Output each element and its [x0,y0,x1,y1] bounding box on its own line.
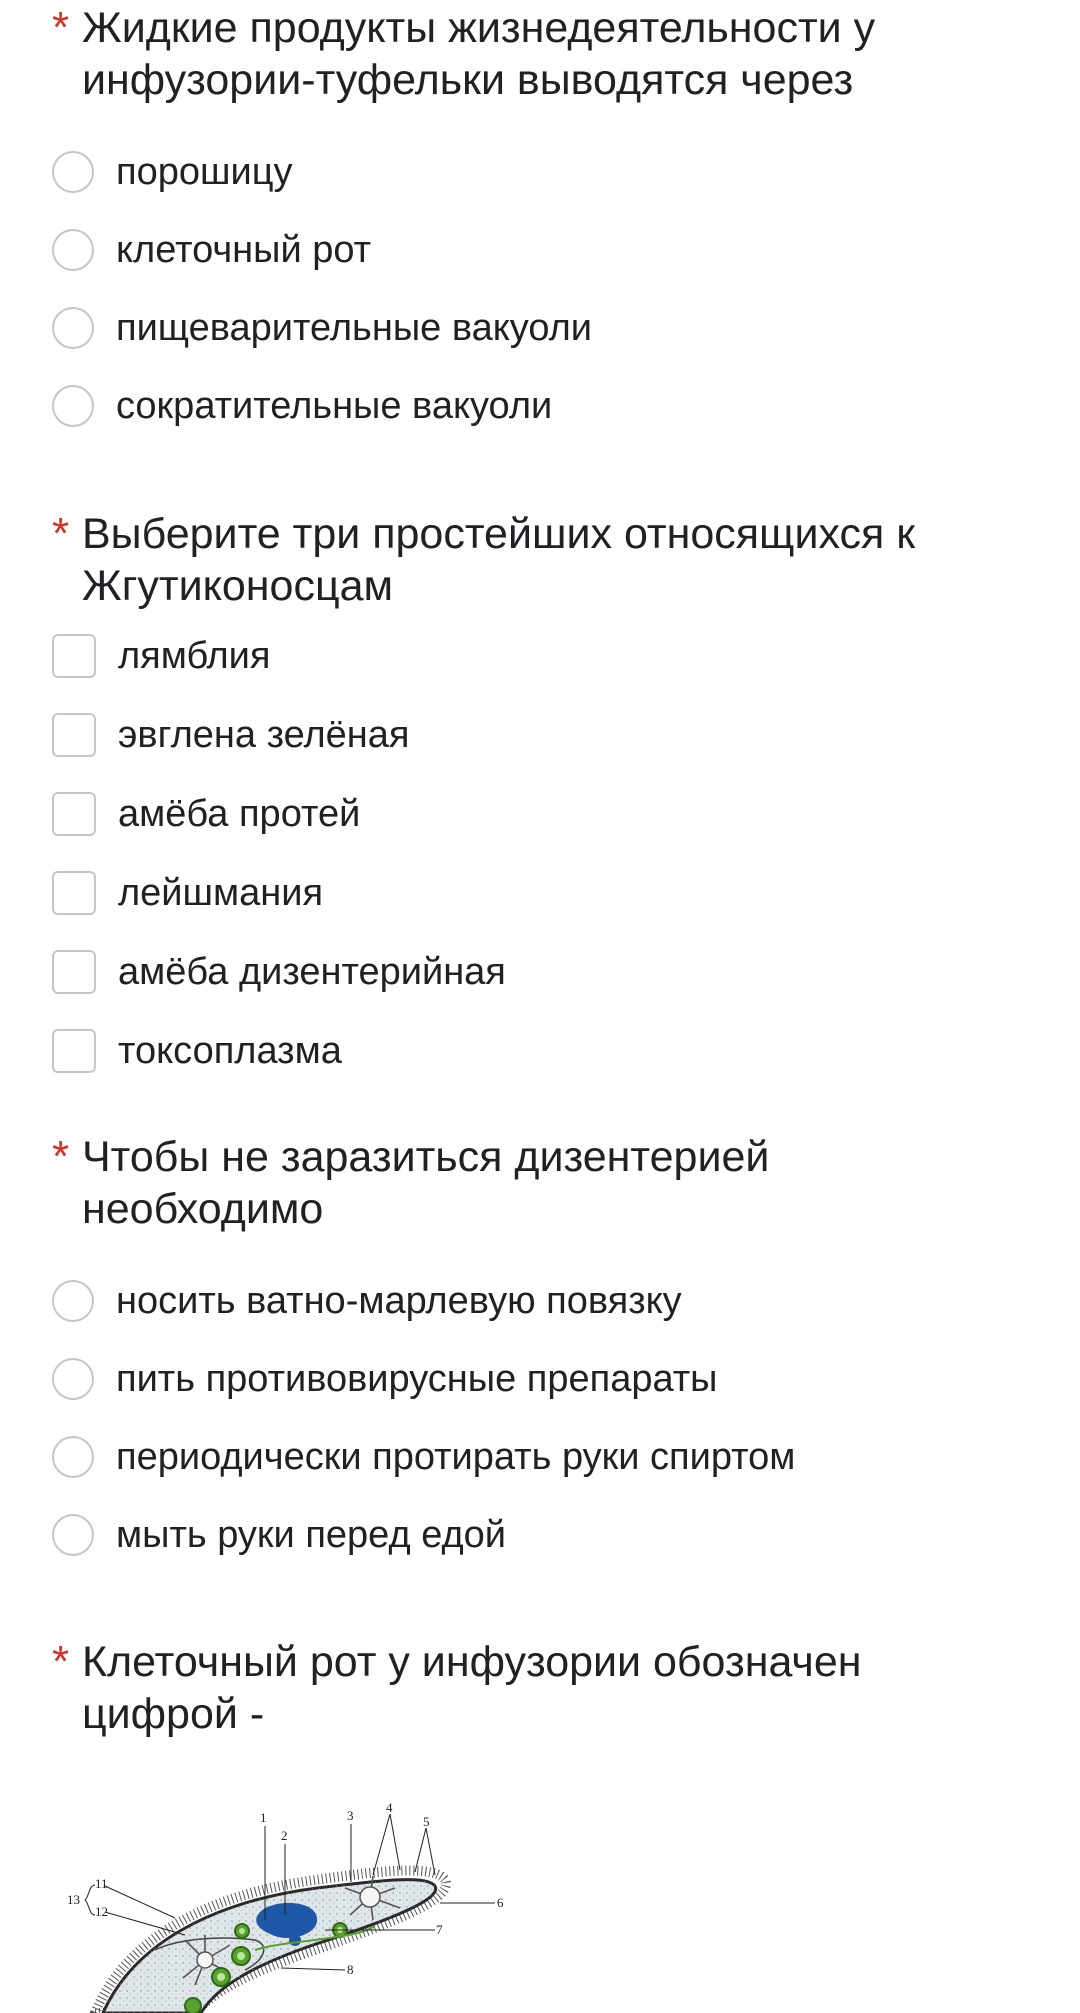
checkbox-option[interactable] [52,709,409,761]
required-mark: * [52,3,70,52]
option-label: лямблия [118,635,271,677]
required-mark: * [52,1637,70,1686]
checkbox[interactable] [52,871,96,915]
figure-label: 5 [423,1814,430,1829]
question-title-line: Чтобы не заразиться дизентерией [82,1133,770,1181]
checkbox[interactable] [52,634,96,678]
option-label: амёба протей [118,793,361,835]
radio-button[interactable] [52,1358,94,1400]
required-mark: * [52,509,70,558]
option-label: мыть руки перед едой [116,1514,507,1556]
paramecium-diagram-icon [55,1800,515,2013]
option-label: токсоплазма [118,1030,342,1072]
checkbox-option[interactable] [52,788,360,840]
figure-label: 3 [347,1808,354,1823]
option-label: сократительные вакуоли [116,385,553,427]
checkbox-option[interactable] [52,1025,342,1077]
option-label: клеточный рот [116,229,372,271]
option-label: периодически протирать руки спиртом [116,1436,796,1478]
option-label: пить противовирусные препараты [116,1358,718,1400]
radio-option[interactable] [52,1353,718,1405]
checkbox[interactable] [52,713,96,757]
figure-label: 13 [67,1892,80,1907]
figure-label: 8 [347,1962,354,1977]
radio-option[interactable] [52,224,371,276]
radio-button[interactable] [52,151,94,193]
radio-button[interactable] [52,1280,94,1322]
option-label: носить ватно-марлевую повязку [116,1280,682,1322]
radio-button[interactable] [52,1436,94,1478]
figure-label: 7 [436,1922,443,1937]
radio-button[interactable] [52,307,94,349]
question-title-line: Жидкие продукты жизнедеятельности у [82,4,876,52]
radio-option[interactable] [52,302,592,354]
question-title-line: необходимо [82,1185,324,1233]
radio-button[interactable] [52,385,94,427]
checkbox-option[interactable] [52,630,270,682]
option-label: амёба дизентерийная [118,951,506,993]
radio-option[interactable] [52,1431,795,1483]
option-label: эвглена зелёная [118,714,410,756]
figure-label: 2 [281,1828,288,1843]
checkbox-option[interactable] [52,867,323,919]
option-label: пищеварительные вакуоли [116,307,593,349]
option-label: порошицу [116,151,293,193]
question-title [82,508,1042,612]
required-mark: * [52,1132,70,1181]
question-title-line: Жгутиконосцам [82,562,394,610]
option-label: лейшмания [118,872,324,914]
figure-label: 6 [497,1895,504,1910]
figure-label: 4 [386,1800,393,1815]
question-title [82,1131,1042,1235]
radio-option[interactable] [52,146,292,198]
question-title-line: Клеточный рот у инфузории обозначен [82,1638,862,1686]
figure-label: 12 [95,1904,108,1919]
question-title [82,1636,1042,1740]
radio-option[interactable] [52,380,552,432]
radio-button[interactable] [52,229,94,271]
question-title-line: инфузории-туфельки выводятся через [82,56,854,104]
radio-option[interactable] [52,1275,682,1327]
question-title-line: Выберите три простейших относящихся к [82,510,916,558]
radio-button[interactable] [52,1514,94,1556]
radio-option[interactable] [52,1509,506,1561]
question-title-line: цифрой - [82,1690,265,1738]
checkbox[interactable] [52,950,96,994]
checkbox-option[interactable] [52,946,506,998]
checkbox[interactable] [52,792,96,836]
figure-label: 1 [260,1810,267,1825]
question-title [82,2,1042,106]
figure-label: 11 [95,1876,108,1891]
checkbox[interactable] [52,1029,96,1073]
